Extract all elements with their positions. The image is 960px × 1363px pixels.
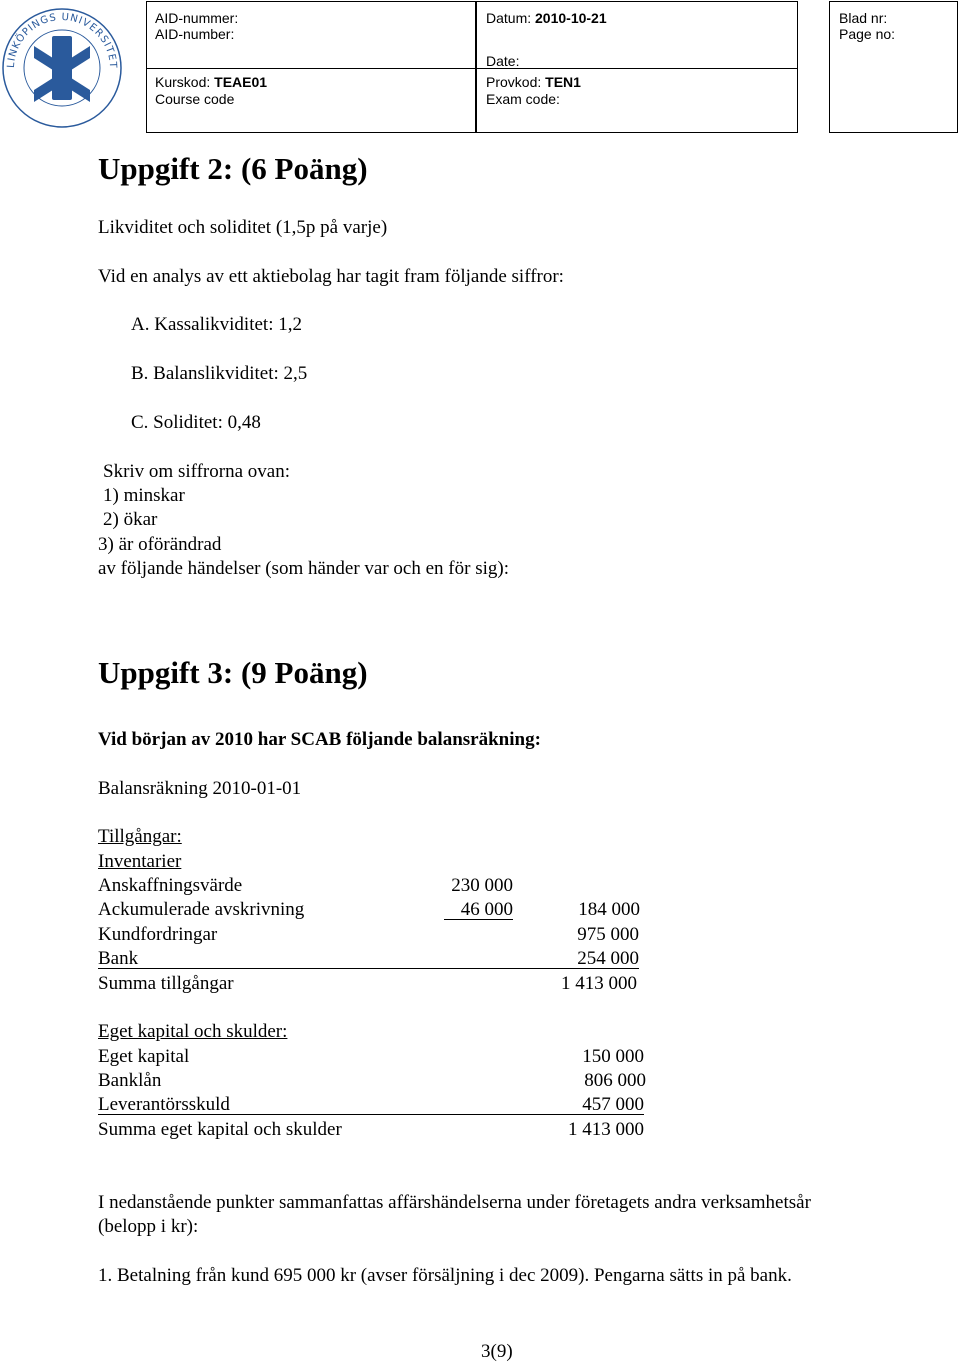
transaction-item-1: 1. Betalning från kund 695 000 kr (avser försäljning i dec 2009). Pengarna sätts in på bank. <box>98 1265 792 1286</box>
row-col1-depreciation: 46 000 <box>460 899 513 920</box>
depreciation-underline <box>444 919 513 920</box>
university-seal-logo <box>0 6 124 130</box>
task3-title: Uppgift 3: (9 Poäng) <box>98 655 368 690</box>
task2-option-3: 3) är oförändrad <box>98 534 222 555</box>
task2-instruction-end: av följande händelser (som händer var och en för sig): <box>98 558 509 579</box>
row-label-bank: Bank <box>98 948 139 969</box>
assets-sum-rule <box>98 968 639 969</box>
svg-text:LINKÖPINGS UNIVERSITET: LINKÖPINGS UNIVERSITET <box>5 11 119 70</box>
header-box-dates <box>476 1 798 133</box>
row-col2-total-assets: 1 413 000 <box>561 973 637 994</box>
task2-instruction: Skriv om siffrorna ovan: <box>103 461 290 482</box>
task2-intro: Vid en analys av ett aktiebolag har tagit fram följande siffror: <box>98 266 564 287</box>
task3-lead: Vid början av 2010 har SCAB följande balansräkning: <box>98 729 541 750</box>
course-code-value: TEAE01 <box>214 74 268 90</box>
row-col1-acquisition: 230 000 <box>451 875 513 896</box>
task2-option-1: 1) minskar <box>103 485 185 506</box>
row-label-depreciation: Ackumulerade avskrivning <box>98 899 305 920</box>
task2-item-a: A. Kassalikviditet: 1,2 <box>131 314 302 335</box>
date-line <box>486 10 607 27</box>
date-label-sv: Datum: <box>486 10 532 26</box>
row-label-acquisition: Anskaffningsvärde <box>98 875 243 896</box>
task2-option-2: 2) ökar <box>103 509 158 530</box>
page-label-en: Page no: <box>839 26 896 42</box>
task2-item-b: B. Balanslikviditet: 2,5 <box>131 363 308 384</box>
exam-label-sv: Provkod: <box>486 74 542 90</box>
task2-title: Uppgift 2: (6 Poäng) <box>98 151 368 186</box>
task2-item-c: C. Soliditet: 0,48 <box>131 412 261 433</box>
equity-value-bank-loan: 806 000 <box>584 1070 646 1091</box>
assets-heading: Tillgångar: <box>98 826 182 847</box>
balance-sheet-title: Balansräkning 2010-01-01 <box>98 778 302 799</box>
task2-subtitle: Likviditet och soliditet (1,5p på varje) <box>98 217 388 238</box>
row-label-receivables: Kundfordringar <box>98 924 218 945</box>
course-code-line <box>155 74 267 91</box>
equity-label-total: Summa eget kapital och skulder <box>98 1119 342 1140</box>
inventory-heading: Inventarier <box>98 851 182 872</box>
equity-label-payables: Leverantörsskuld <box>98 1094 230 1115</box>
equity-label-bank-loan: Banklån <box>98 1070 162 1091</box>
exam-code-value: TEN1 <box>545 74 581 90</box>
exam-code-line <box>486 74 581 91</box>
equity-label-own-capital: Eget kapital <box>98 1046 190 1067</box>
course-label-sv: Kurskod: <box>155 74 211 90</box>
equity-sum-rule <box>98 1114 644 1115</box>
row-col2-bank: 254 000 <box>577 948 639 969</box>
date-label-en: Date: <box>486 53 520 69</box>
row-label-total-assets: Summa tillgångar <box>98 973 234 994</box>
equity-value-payables: 457 000 <box>582 1094 644 1115</box>
date-value: 2010-10-21 <box>535 10 607 26</box>
exam-label-en: Exam code: <box>486 91 560 107</box>
header-box-page <box>829 1 958 133</box>
equity-heading: Eget kapital och skulder: <box>98 1021 288 1042</box>
page-number: 3(9) <box>481 1341 513 1362</box>
transactions-intro-line1: I nedanstående punkter sammanfattas affärshändelserna under företagets andra verksamhetsår <box>98 1192 811 1213</box>
transactions-intro-line2: (belopp i kr): <box>98 1216 199 1237</box>
row-col2-receivables: 975 000 <box>577 924 639 945</box>
equity-value-total: 1 413 000 <box>568 1119 644 1140</box>
equity-value-own-capital: 150 000 <box>582 1046 644 1067</box>
row-col2-depreciation: 184 000 <box>578 899 640 920</box>
course-label-en: Course code <box>155 91 235 107</box>
page-label-sv: Blad nr: <box>839 10 888 26</box>
header-box-ids <box>146 1 476 133</box>
aid-label-sv: AID-nummer: <box>155 10 239 26</box>
aid-label-en: AID-number: <box>155 26 235 42</box>
